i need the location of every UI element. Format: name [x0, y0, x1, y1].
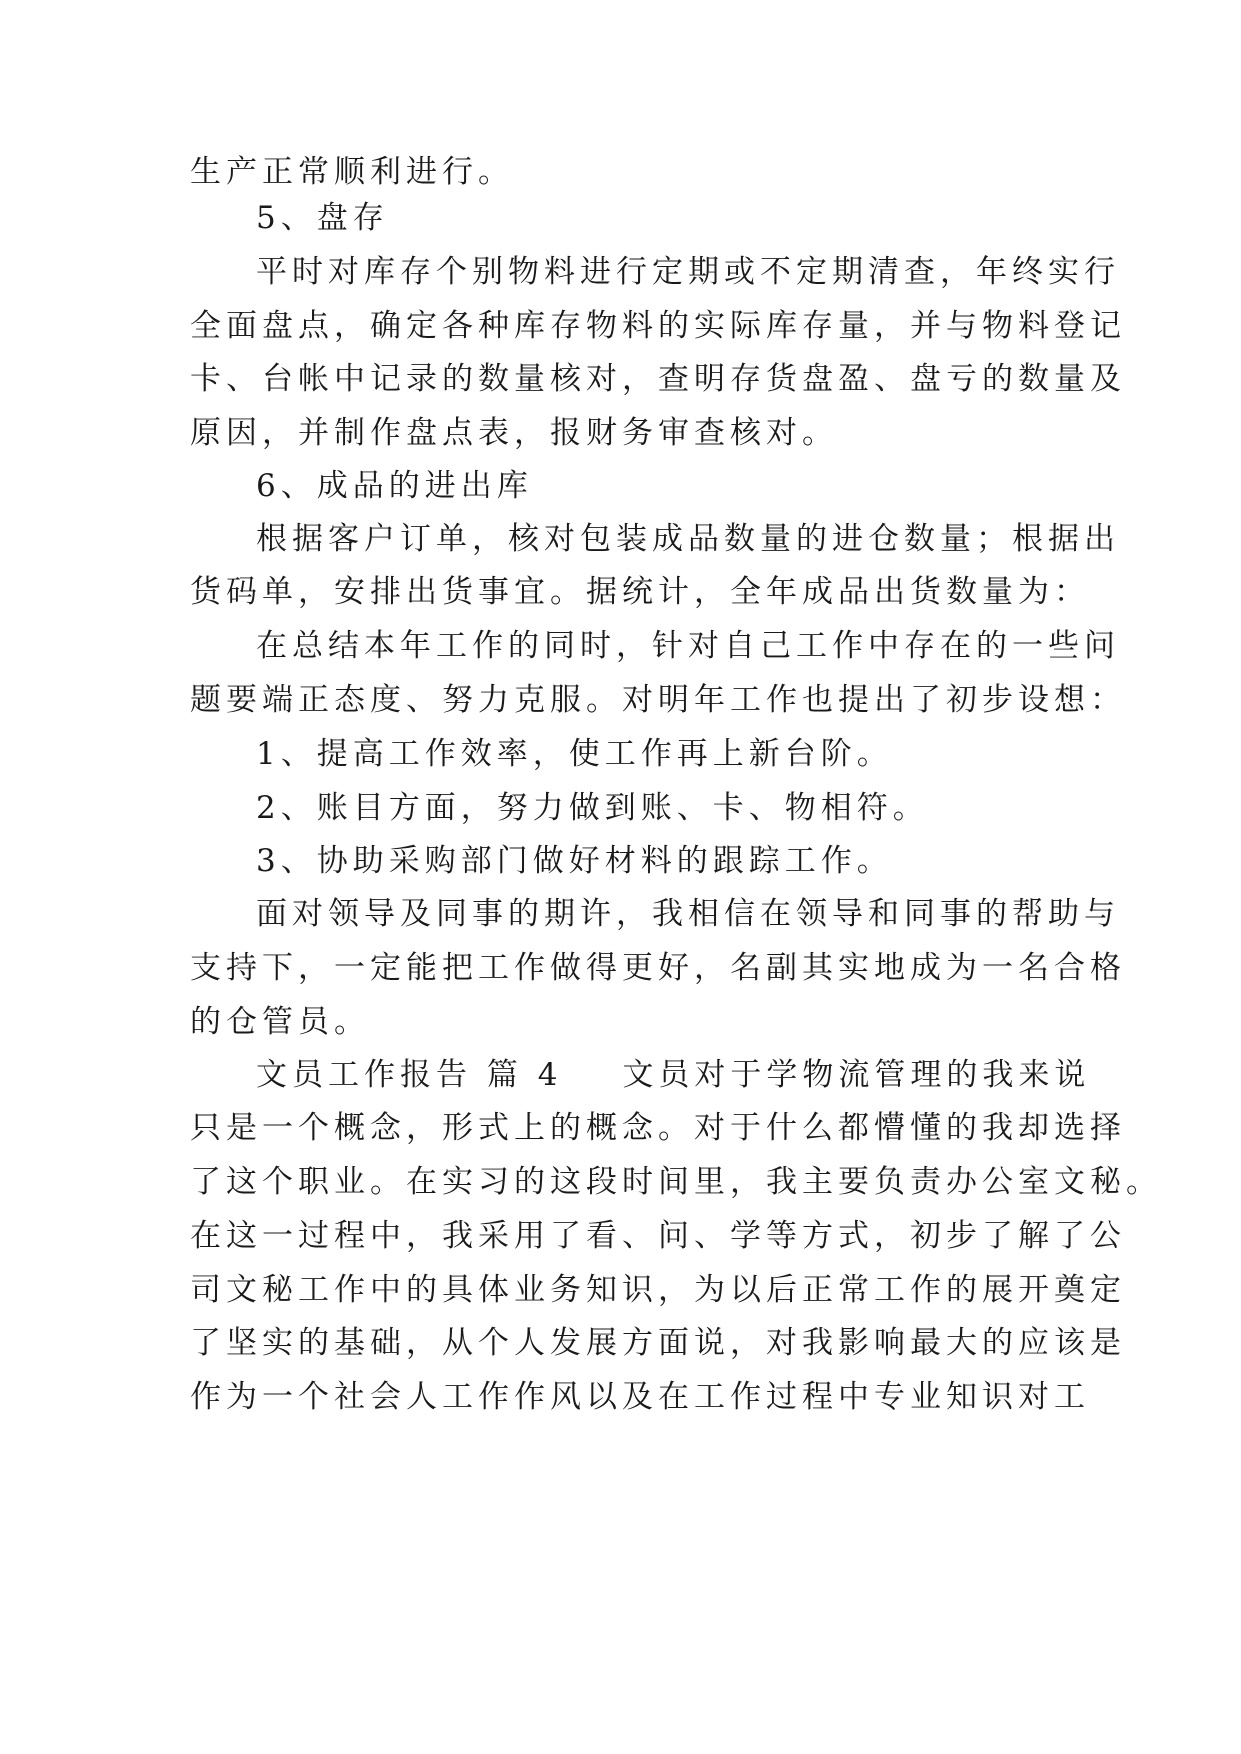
- section-first-line: 文员对于学物流管理的我来说: [622, 1057, 1091, 1093]
- paragraph-line: 支持下，一定能把工作做得更好，名副其实地成为一名合格: [190, 950, 1126, 986]
- list-item: 2、账目方面，努力做到账、卡、物相符。: [256, 790, 929, 826]
- section-heading-stocktaking: 5、盘存: [256, 200, 389, 236]
- section-title-line: [256, 1055, 1091, 1095]
- paragraph-line: 了这个职业。在实习的这段时间里，我主要负责办公室文秘。: [190, 1164, 1162, 1200]
- paragraph-line: 在总结本年工作的同时，针对自己工作中存在的一些问: [256, 628, 1120, 664]
- list-item: 3、协助采购部门做好材料的跟踪工作。: [256, 843, 893, 879]
- paragraph-line: 全面盘点，确定各种库存物料的实际库存量，并与物料登记: [190, 308, 1126, 344]
- paragraph-line: 在这一过程中，我采用了看、问、学等方式，初步了解了公: [190, 1218, 1126, 1254]
- paragraph-line: 作为一个社会人工作作风以及在工作过程中专业知识对工: [190, 1379, 1090, 1415]
- paragraph-line: 司文秘工作中的具体业务知识，为以后正常工作的展开奠定: [190, 1272, 1126, 1308]
- paragraph-line: 根据客户订单，核对包装成品数量的进仓数量；根据出: [256, 521, 1120, 557]
- paragraph-line: 生产正常顺利进行。: [190, 154, 514, 190]
- section-heading-finished-goods: 6、成品的进出库: [256, 468, 533, 504]
- paragraph-line: 原因，并制作盘点表，报财务审查核对。: [190, 415, 838, 451]
- paragraph-line: 货码单，安排出货事宜。据统计，全年成品出货数量为：: [190, 574, 1090, 610]
- paragraph-line: 了坚实的基础，从个人发展方面说，对我影响最大的应该是: [190, 1325, 1126, 1361]
- paragraph-line: 面对领导及同事的期许，我相信在领导和同事的帮助与: [256, 896, 1120, 932]
- list-item: 1、提高工作效率，使工作再上新台阶。: [256, 736, 893, 772]
- paragraph-line: 平时对库存个别物料进行定期或不定期清查，年终实行: [256, 254, 1120, 290]
- paragraph-line: 只是一个概念，形式上的概念。对于什么都懵懂的我却选择: [190, 1110, 1126, 1146]
- paragraph-line: 题要端正态度、努力克服。对明年工作也提出了初步设想：: [190, 682, 1126, 718]
- paragraph-line: 的仓管员。: [190, 1004, 370, 1040]
- section-heading: 文员工作报告 篇 4: [256, 1057, 563, 1093]
- paragraph-line: 卡、台帐中记录的数量核对，查明存货盘盈、盘亏的数量及: [190, 361, 1126, 397]
